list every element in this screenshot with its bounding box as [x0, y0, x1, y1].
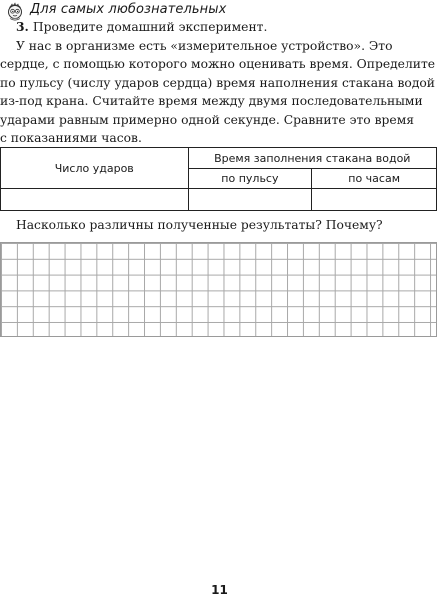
page-number: 11 — [211, 583, 228, 597]
header-beats-count: Число ударов — [1, 148, 189, 189]
task-text-line: У нас в организме есть «измерительное устройство». Это — [16, 38, 393, 53]
task-text-line: сердце, с помощью которого можно оценивать время. Определите — [0, 57, 436, 71]
header-by-clock: по часам — [312, 169, 437, 189]
task-text-line: с показаниями часов. — [0, 131, 142, 145]
cell-pulse-answer[interactable] — [188, 189, 312, 211]
results-table — [0, 147, 437, 211]
task-heading — [16, 18, 267, 37]
task-text-line: ударами равным примерно одной секунде. Сравните это время — [0, 112, 415, 127]
header-by-pulse: по пульсу — [188, 169, 312, 189]
task-heading-text: Проведите домашний эксперимент. — [32, 20, 268, 34]
cell-beats-answer[interactable] — [1, 189, 189, 211]
task-text-line: по пульсу (числу ударов сердца) время наполнения стакана водой — [0, 75, 435, 90]
answer-grid[interactable] — [0, 242, 437, 337]
task-number: 3. — [16, 19, 29, 34]
section-title: Для самых любознательных — [30, 2, 227, 17]
header-fill-time: Время заполнения стакана водой — [188, 148, 436, 169]
question-text: Насколько различны полученные результаты? Почему? — [16, 218, 383, 232]
task-text-line: из-под крана. Считайте время между двумя последовательными — [0, 94, 423, 108]
cell-clock-answer[interactable] — [312, 189, 437, 211]
